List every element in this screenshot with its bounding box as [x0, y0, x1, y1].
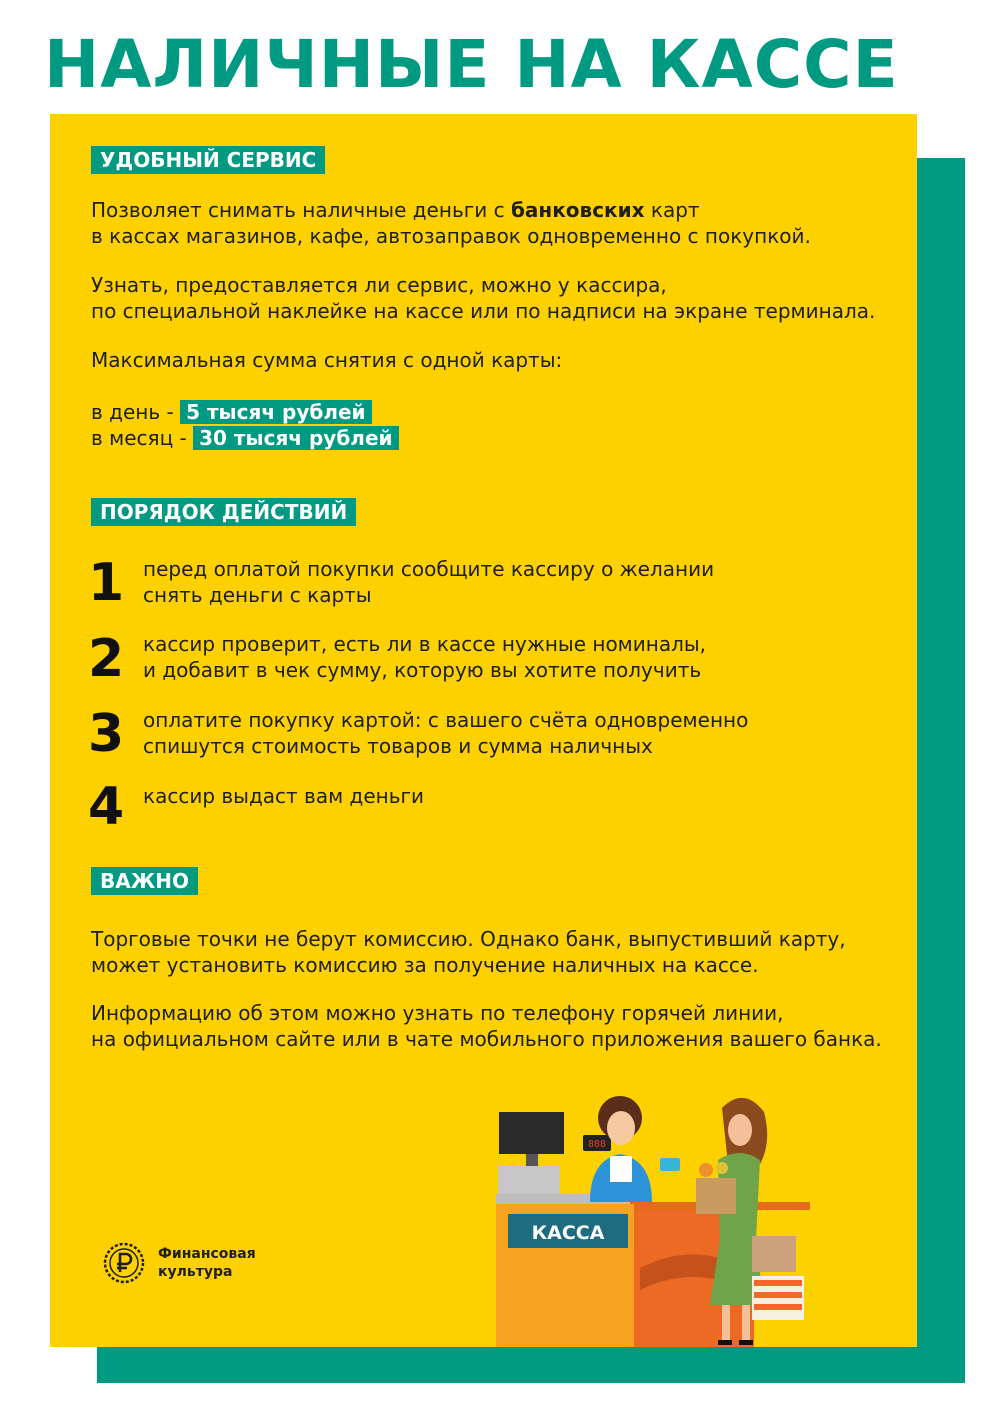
monitor-screen	[499, 1112, 564, 1154]
important-paragraph-2	[91, 1000, 882, 1052]
customer-leg	[722, 1305, 730, 1341]
daily-limit-label: в день -	[91, 400, 181, 424]
service-paragraph-1	[91, 197, 811, 249]
step-line-2: снять деньги с карты	[143, 583, 372, 607]
grocery-fruit	[716, 1162, 728, 1174]
monthly-limit-value: 30 тысяч рублей	[193, 426, 398, 450]
important-paragraph-1	[91, 926, 846, 978]
cash-register	[498, 1166, 560, 1194]
service-paragraph-2	[91, 272, 875, 324]
customer-leg	[742, 1305, 750, 1341]
kassa-label: КАССА	[531, 1222, 605, 1244]
step-number: 4	[88, 777, 125, 837]
step-number: 3	[88, 704, 125, 764]
price-display-text: 888	[587, 1139, 607, 1150]
service-paragraph-3: Максимальная сумма снятия с одной карты:	[91, 348, 563, 372]
monitor-stand	[526, 1154, 538, 1166]
step-line-2: спишутся стоимость товаров и сумма наличных	[143, 734, 653, 758]
checkout-illustration	[490, 1090, 820, 1347]
grocery-fruit	[699, 1163, 713, 1177]
step-text	[143, 783, 424, 809]
ruble-coin-icon	[102, 1241, 146, 1285]
step-line-1: кассир проверит, есть ли в кассе нужные номиналы,	[143, 632, 707, 656]
section-heading-service: УДОБНЫЙ СЕРВИС	[91, 146, 325, 174]
p2-line-1: Узнать, предоставляется ли сервис, можно у кассира,	[91, 273, 667, 297]
important-p1-line-1: Торговые точки не берут комиссию. Однако банк, выпустивший карту,	[91, 927, 846, 951]
important-p2-line-1: Информацию об этом можно узнать по телефону горячей линии,	[91, 1001, 784, 1025]
step-line-1: кассир выдаст вам деньги	[143, 784, 425, 808]
monthly-limit-label: в месяц -	[91, 426, 194, 450]
important-p1-line-2: может установить комиссию за получение наличных на кассе.	[91, 953, 759, 977]
section-heading-important: ВАЖНО	[91, 867, 198, 895]
logo-text	[158, 1245, 256, 1281]
cashier-face	[607, 1111, 635, 1145]
step-text	[143, 631, 706, 683]
step-text	[143, 707, 748, 759]
logo-line-1: Финансовая	[158, 1246, 256, 1262]
daily-limit	[91, 399, 372, 425]
monthly-limit	[91, 425, 399, 451]
page-title: НАЛИЧНЫЕ НА КАССЕ	[44, 26, 899, 103]
daily-limit-value: 5 тысяч рублей	[180, 400, 372, 424]
shelf-items	[754, 1280, 802, 1310]
p1-text-before: Позволяет снимать наличные деньги с	[91, 198, 511, 222]
bank-card	[660, 1158, 680, 1171]
p2-line-2: по специальной наклейке на кассе или по надписи на экране терминала.	[91, 299, 876, 323]
step-line-2: и добавит в чек сумму, которую вы хотите получить	[143, 658, 702, 682]
financial-culture-logo	[102, 1241, 302, 1291]
customer-shoe	[739, 1340, 753, 1345]
box	[752, 1236, 796, 1272]
logo-line-2: культура	[158, 1264, 233, 1280]
step-line-1: перед оплатой покупки сообщите кассиру о желании	[143, 557, 715, 581]
step-number: 2	[88, 629, 125, 689]
p1-text-after: карт	[644, 198, 700, 222]
step-line-1: оплатите покупку картой: с вашего счёта одновременно	[143, 708, 749, 732]
step-number: 1	[88, 553, 125, 613]
cashier-shirt	[610, 1156, 632, 1182]
p1-line-2: в кассах магазинов, кафе, автозаправок одновременно с покупкой.	[91, 224, 811, 248]
p1-bold-word: банковских	[510, 198, 645, 222]
important-p2-line-2: на официальном сайте или в чате мобильного приложения вашего банка.	[91, 1027, 882, 1051]
customer-shoe	[718, 1340, 732, 1345]
step-text	[143, 556, 714, 608]
section-heading-steps: ПОРЯДОК ДЕЙСТВИЙ	[91, 498, 356, 526]
grocery-bag	[696, 1178, 736, 1214]
customer-face	[728, 1114, 752, 1146]
